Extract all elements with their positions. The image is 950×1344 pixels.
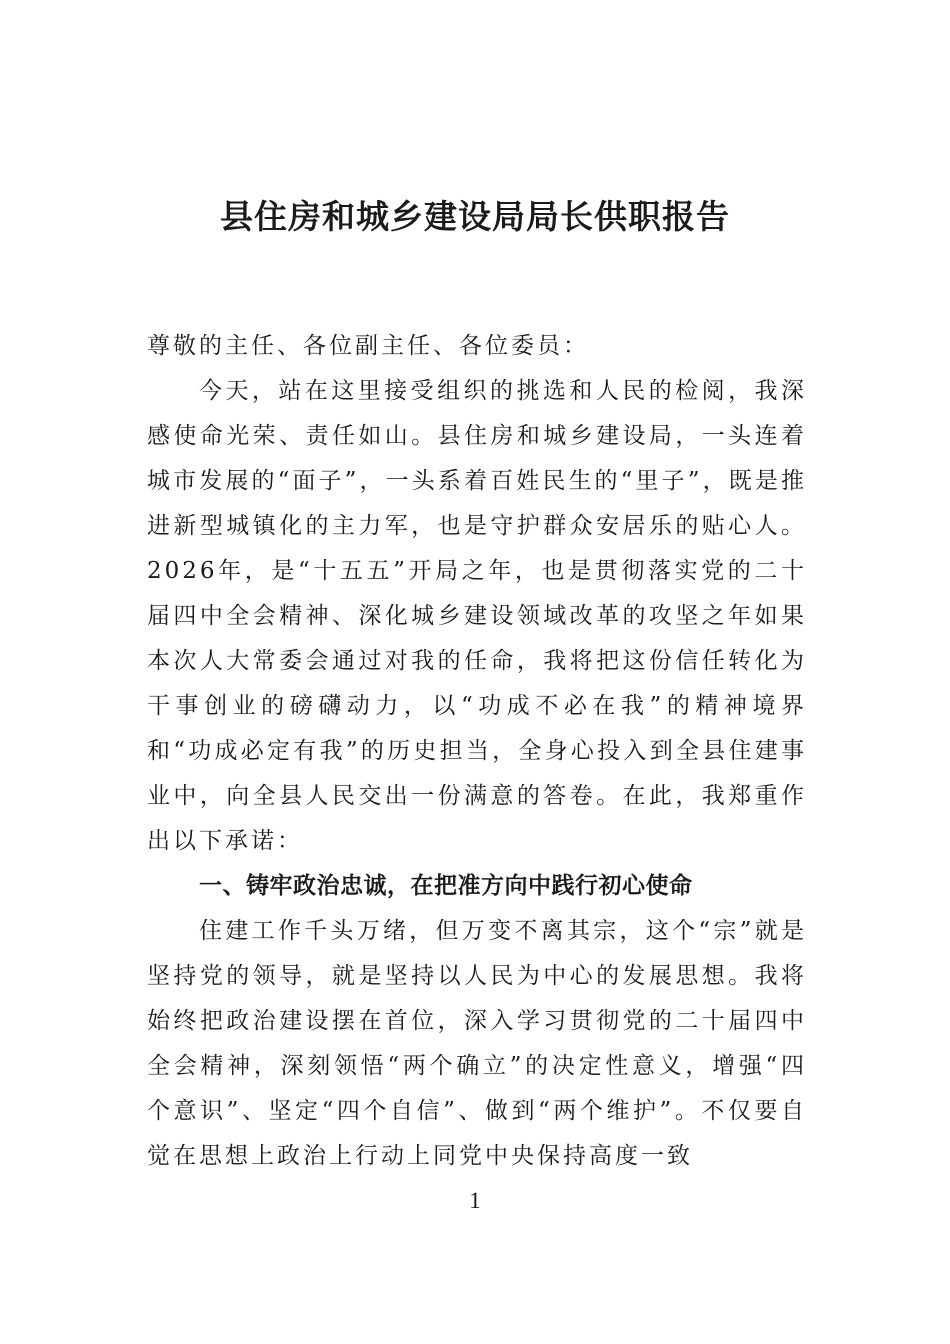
page-title: 县住房和城乡建设局局长供职报告	[220, 197, 730, 236]
section-paragraph: 住建工作千头万绪，但万变不离其宗，这个“宗”就是坚持党的领导，就是坚持以人民为中心的发展思想。我将始终把政治建设摆在首位，深入学习贯彻党的二十届四中全会精神，深刻领悟“两个确立”的决定性意义，增强“四个意识”、坚定“四个自信”、做到“两个维护”。不仅要自觉在思想上政治上行动上同党中央保持高度一致	[147, 918, 807, 1169]
salutation: 尊敬的主任、各位副主任、各位委员：	[147, 333, 589, 359]
page-number: 1	[469, 1188, 481, 1213]
document-body	[147, 324, 807, 1179]
section-heading: 一、铸牢政治忠诚，在把准方向中践行初心使命	[199, 873, 693, 899]
intro-paragraph: 今天，站在这里接受组织的挑选和人民的检阅，我深感使命光荣、责任如山。县住房和城乡建设局，一头连着城市发展的“面子”，一头系着百姓民生的“里子”，既是推进新型城镇化的主力军，也是守护群众安居乐的贴心人。2026年，是“十五五”开局之年，也是贯彻落实党的二十届四中全会精神、深化城乡建设领域改革的攻坚之年如果本次人大常委会通过对我的任命，我将把这份信任转化为干事创业的磅礴动力，以“功成不必在我”的精神境界和“功成必定有我”的历史担当，全身心投入到全县住建事业中，向全县人民交出一份满意的答卷。在此，我郑重作出以下承诺：	[147, 378, 807, 854]
